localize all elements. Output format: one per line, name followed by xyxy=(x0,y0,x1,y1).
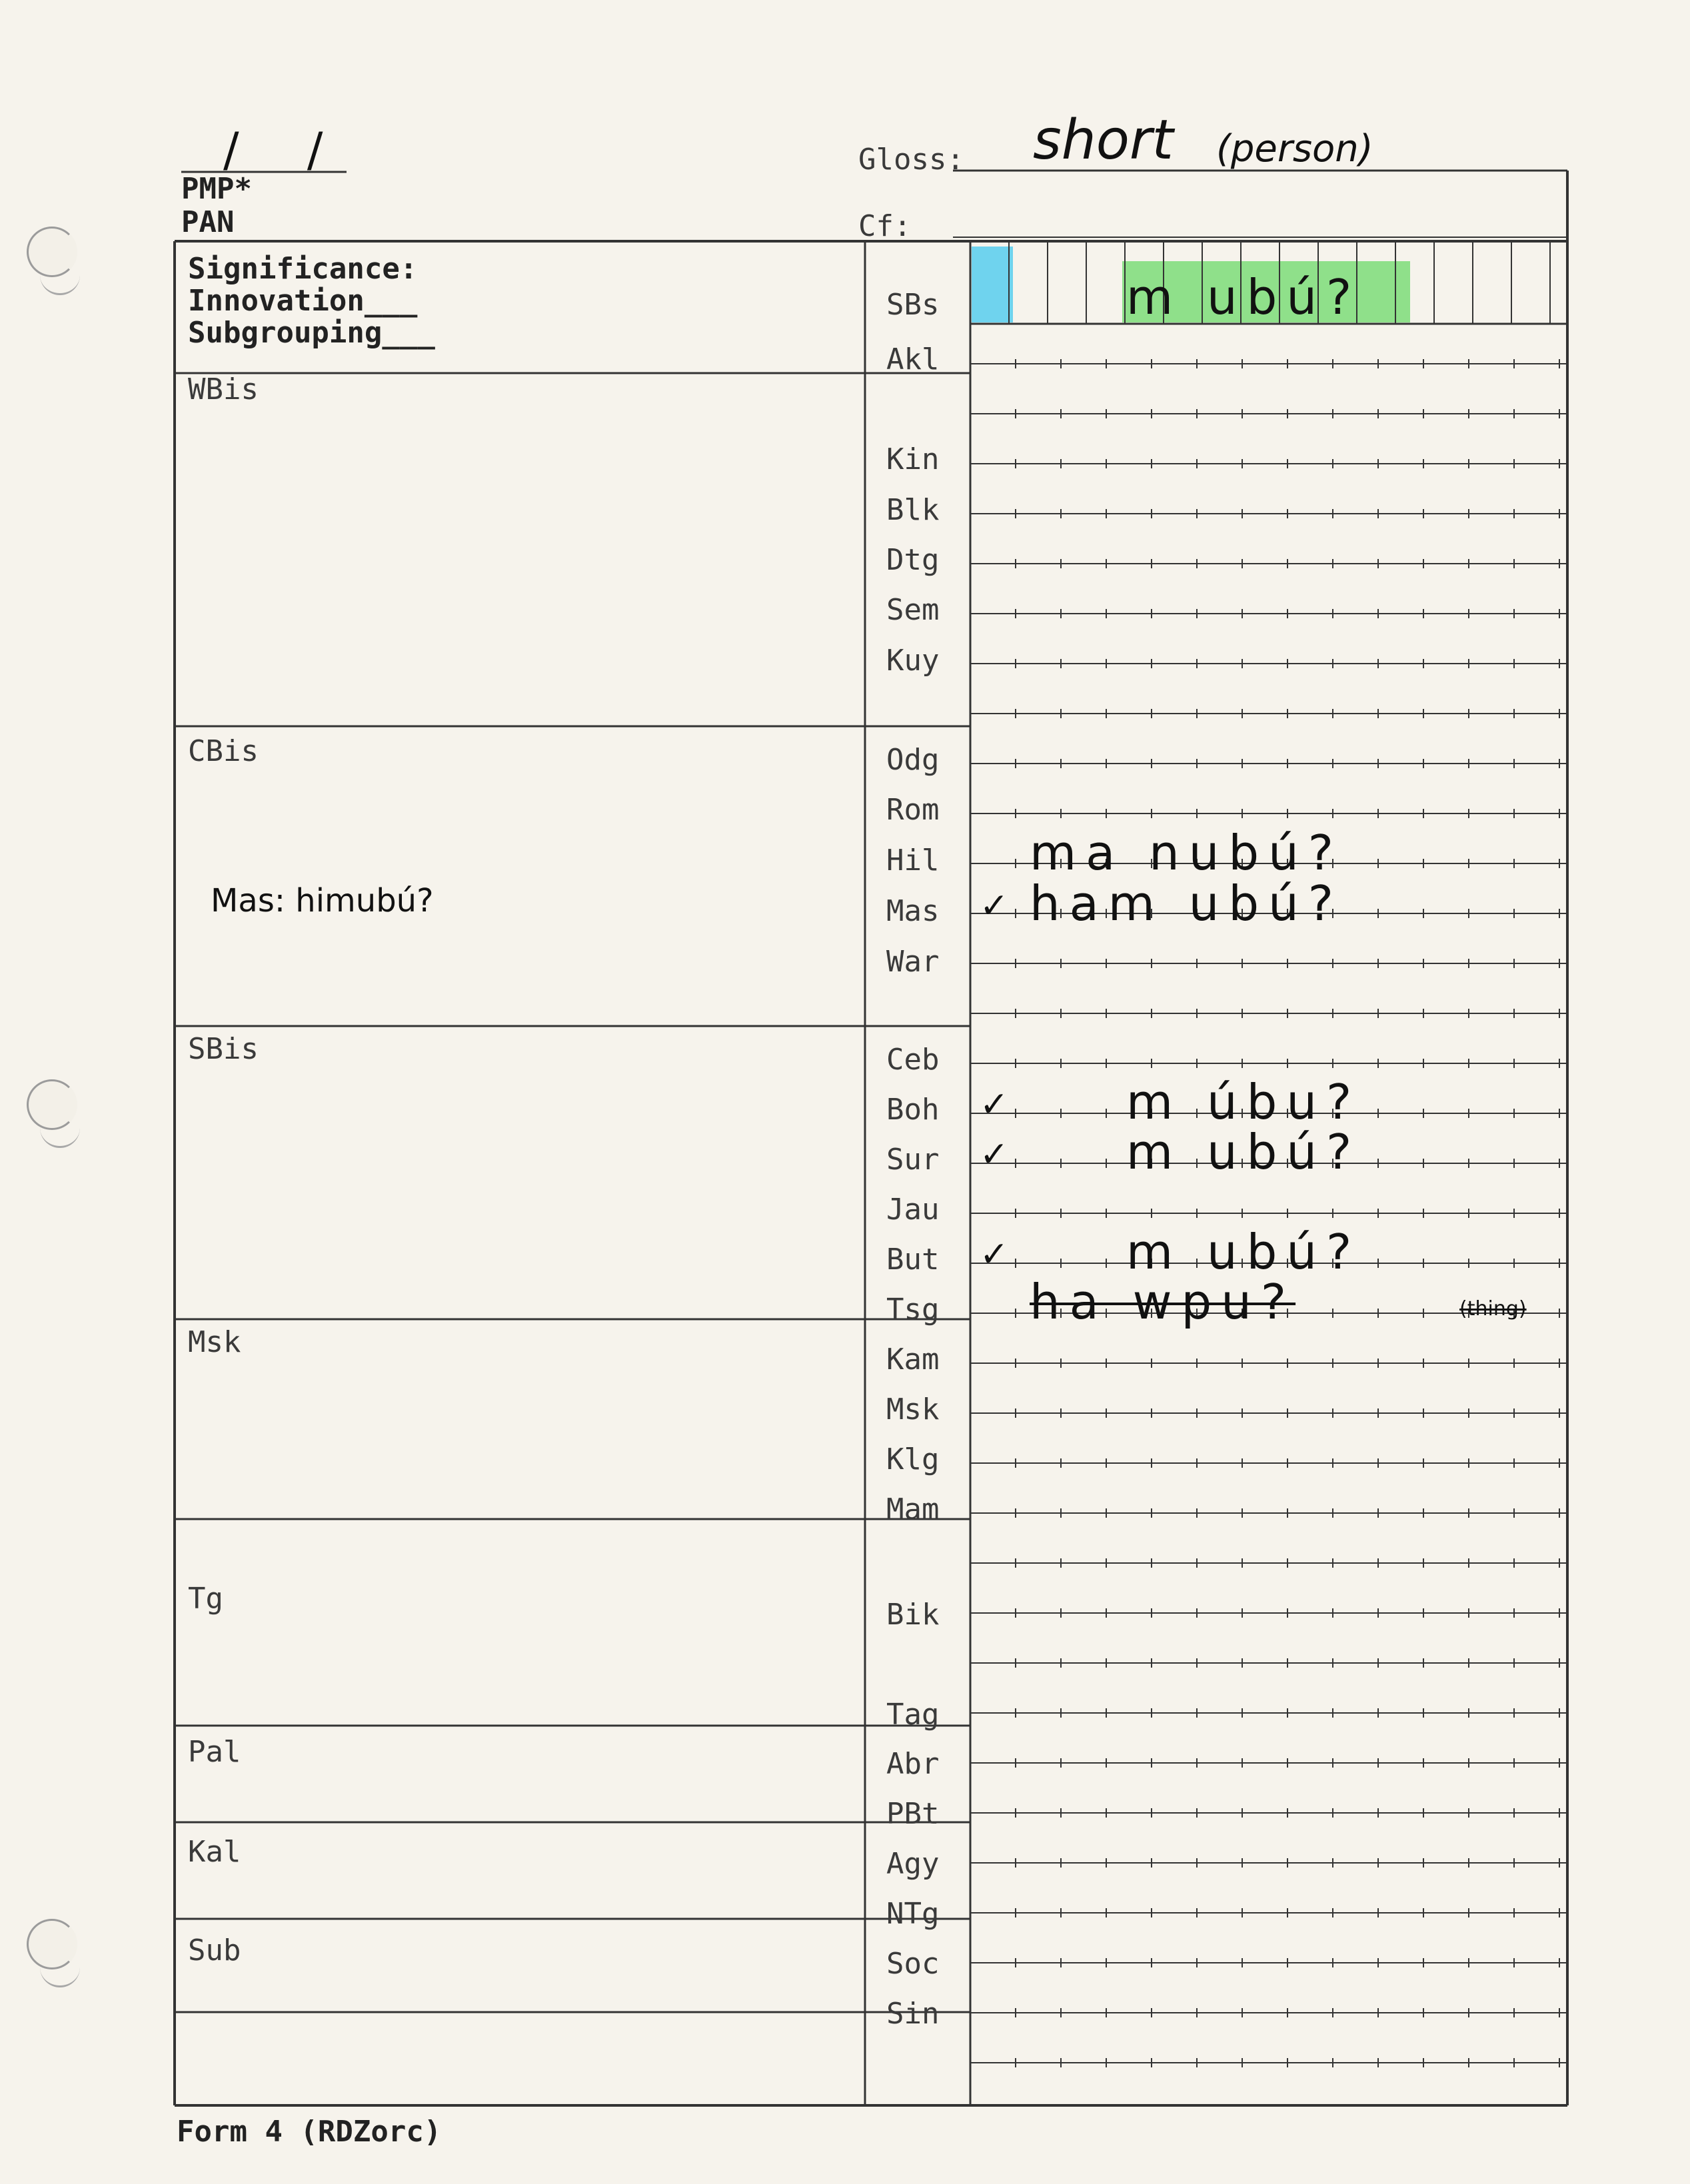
group-label-kal: Kal xyxy=(188,1835,241,1869)
blue-highlight-cell xyxy=(972,247,1013,322)
language-code-sem: Sem xyxy=(886,593,940,627)
language-code-akl: Akl xyxy=(886,342,940,376)
check-mark-boh: ✓ xyxy=(980,1085,1009,1125)
language-code-klg: Klg xyxy=(886,1442,940,1476)
pan-label: PAN xyxy=(181,205,235,239)
language-form-tsg: ha wpu? xyxy=(1030,1274,1296,1330)
group-label-pal: Pal xyxy=(188,1735,241,1769)
group-label-tg: Tg xyxy=(188,1582,223,1616)
language-code-abr: Abr xyxy=(886,1747,940,1781)
language-code-tag: Tag xyxy=(886,1698,940,1732)
language-code-tsg: Tsg xyxy=(886,1293,940,1327)
language-code-jau: Jau xyxy=(886,1193,940,1227)
language-form-sbs: m ubú? xyxy=(1126,269,1361,325)
check-mark-sur: ✓ xyxy=(980,1135,1009,1175)
check-mark-mas: ✓ xyxy=(980,886,1009,926)
group-label-msk: Msk xyxy=(188,1325,241,1359)
gloss-note: (person) xyxy=(1216,127,1373,171)
language-form-hil: ma nubú? xyxy=(1030,825,1343,881)
group-label-wbis: WBis xyxy=(188,372,259,406)
language-code-agy: Agy xyxy=(886,1847,940,1881)
check-mark-but: ✓ xyxy=(980,1235,1009,1275)
innovation-label: Innovation___ xyxy=(188,284,418,318)
language-code-war: War xyxy=(886,945,940,979)
group-note-cbis: Mas: himubú? xyxy=(211,882,434,919)
language-code-mas: Mas xyxy=(886,894,940,928)
gloss-value: short xyxy=(1033,109,1174,172)
language-code-odg: Odg xyxy=(886,743,940,777)
group-label-sub: Sub xyxy=(188,1933,241,1967)
language-form-mas: ham ubú? xyxy=(1030,875,1343,931)
language-note-tsg: (thing) xyxy=(1459,1297,1527,1321)
subgrouping-label: Subgrouping___ xyxy=(188,316,435,350)
language-code-sin: Sin xyxy=(886,1997,940,2031)
language-code-hil: Hil xyxy=(886,843,940,877)
language-code-dtg: Dtg xyxy=(886,543,940,577)
language-code-kuy: Kuy xyxy=(886,644,940,678)
language-form-but: m ubú? xyxy=(1126,1224,1361,1280)
language-code-ceb: Ceb xyxy=(886,1043,940,1077)
language-code-msk: Msk xyxy=(886,1392,940,1426)
language-code-boh: Boh xyxy=(886,1093,940,1127)
group-label-sbis: SBis xyxy=(188,1032,259,1066)
language-code-ntg: NTg xyxy=(886,1897,940,1931)
language-code-sbs: SBs xyxy=(886,288,940,322)
cf-label: Cf: xyxy=(858,209,912,243)
language-code-but: But xyxy=(886,1243,940,1277)
language-code-bik: Bik xyxy=(886,1598,940,1632)
language-code-pbt: PBt xyxy=(886,1797,940,1831)
number-mark: / / xyxy=(223,123,350,177)
form-label: Form 4 (RDZorc) xyxy=(177,2115,442,2149)
significance-title: Significance: xyxy=(188,252,418,286)
language-code-sur: Sur xyxy=(886,1143,940,1177)
gloss-label: Gloss: xyxy=(858,143,964,177)
language-code-kin: Kin xyxy=(886,442,940,476)
language-form-sur: m ubú? xyxy=(1126,1124,1361,1180)
language-code-kam: Kam xyxy=(886,1343,940,1376)
language-code-soc: Soc xyxy=(886,1947,940,1981)
language-code-mam: Mam xyxy=(886,1492,940,1526)
pmp-label: PMP* xyxy=(181,172,252,206)
group-label-cbis: CBis xyxy=(188,734,259,768)
language-code-rom: Rom xyxy=(886,793,940,827)
language-code-blk: Blk xyxy=(886,493,940,527)
language-form-boh: m úbu? xyxy=(1126,1074,1361,1130)
